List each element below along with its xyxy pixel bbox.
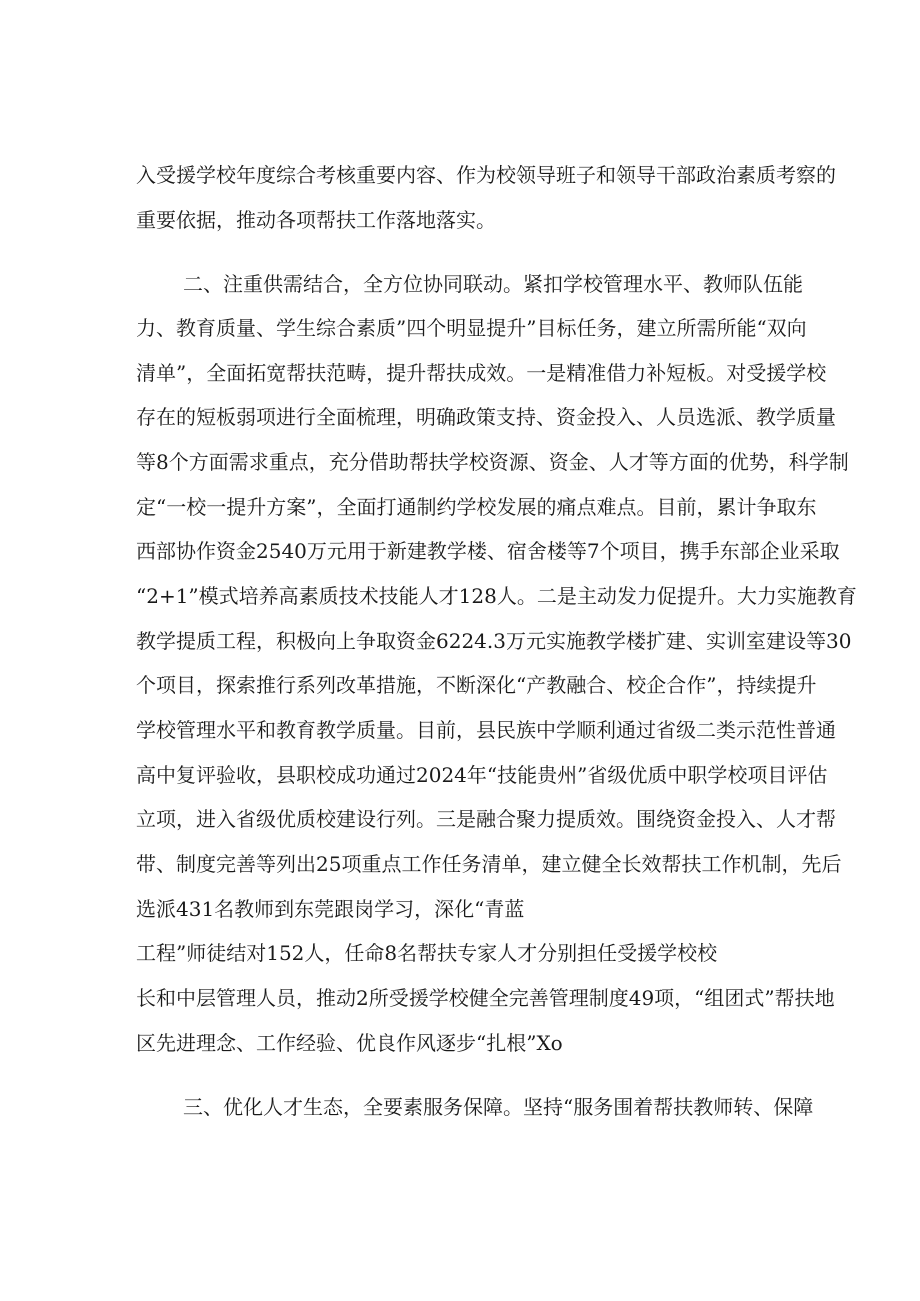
text-line: 存在的短板弱项进行全面梳理，明确政策支持、资金投入、人员选派、教学质量	[136, 405, 836, 429]
text-line: 重要依据，推动各项帮扶工作落地落实。	[136, 208, 496, 232]
section-heading-line: 三、优化人才生态，全要素服务保障。坚持“服务围着帮扶教师转、保障	[183, 1095, 814, 1119]
text-line: 个项目，探索推行系列改革措施，不断深化“产教融合、校企合作”，持续提升	[136, 673, 817, 697]
text-line: 定“一校一提升方案”，全面打通制约学校发展的痛点难点。目前，累计争取东	[136, 495, 817, 519]
text-line: 清单”，全面拓宽帮扶范畴，提升帮扶成效。一是精准借力补短板。对受援学校	[136, 361, 827, 385]
text-line: 带、制度完善等列出25项重点工作任务清单，建立健全长效帮扶工作机制，先后	[136, 852, 842, 876]
text-line: 西部协作资金2540万元用于新建教学楼、宿舍楼等7个项目，携手东部企业采取	[136, 539, 840, 563]
text-line: 工程”师徒结对152人，任命8名帮扶专家人才分别担任受援学校校	[136, 941, 718, 965]
text-line: 选派431名教师到东莞跟岗学习，深化“青蓝	[136, 897, 525, 921]
text-line: 高中复评验收，县职校成功通过2024年“技能贵州”省级优质中职学校项目评估	[136, 763, 828, 787]
text-line: 力、教育质量、学生综合素质”四个明显提升”目标任务，建立所需所能“双向	[136, 316, 807, 340]
text-line: 等8个方面需求重点，充分借助帮扶学校资源、资金、人才等方面的优势，科学制	[136, 450, 849, 474]
text-line: 入受援学校年度综合考核重要内容、作为校领导班子和领导干部政治素质考察的	[136, 163, 836, 187]
section-heading-line: 二、注重供需结合，全方位协同联动。紧扣学校管理水平、教师队伍能	[183, 272, 803, 296]
text-line: 长和中层管理人员，推动2所受援学校健全完善管理制度49项，“组团式”帮扶地	[136, 986, 835, 1010]
text-line: 区先进理念、工作经验、优良作风逐步“扎根”Xo	[136, 1031, 563, 1055]
text-line: “2+1”模式培养高素质技术技能人才128人。二是主动发力促提升。大力实施教育	[136, 584, 857, 608]
text-line: 学校管理水平和教育教学质量。目前，县民族中学顺利通过省级二类示范性普通	[136, 718, 836, 742]
text-line: 教学提质工程，积极向上争取资金6224.3万元实施教学楼扩建、实训室建设等30	[136, 629, 852, 653]
text-line: 立项，进入省级优质校建设行列。三是融合聚力提质效。围绕资金投入、人才帮	[136, 807, 836, 831]
